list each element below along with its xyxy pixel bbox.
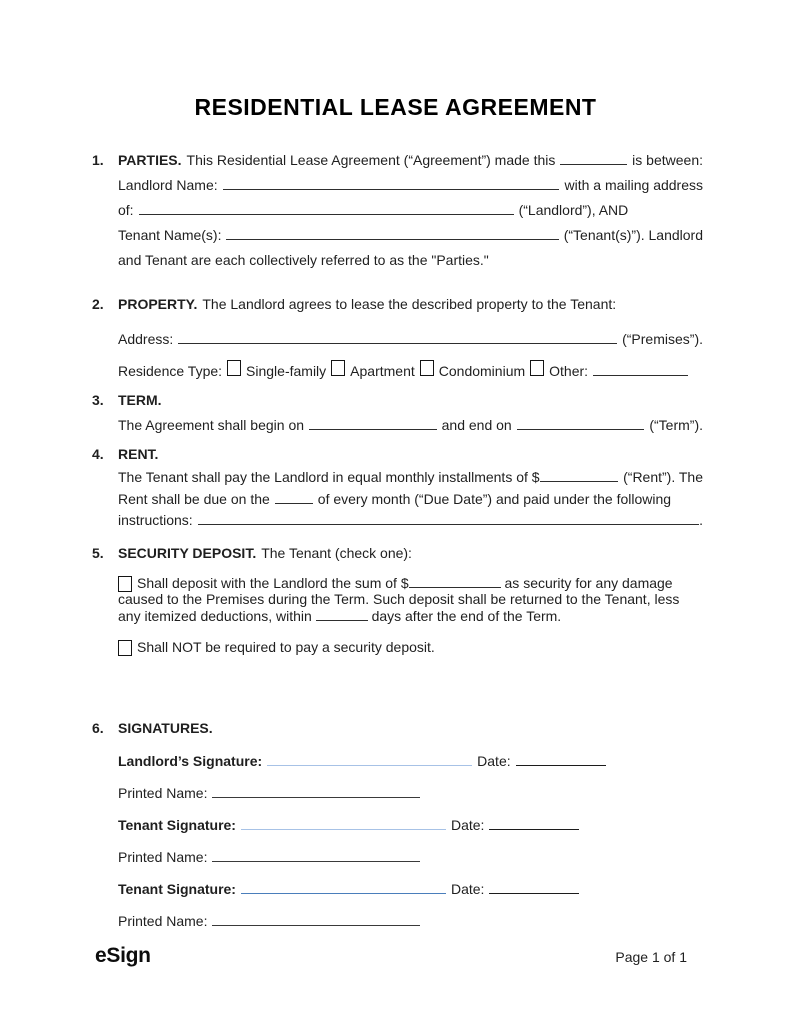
tenant2-signature-field[interactable] xyxy=(241,893,446,894)
section-rent xyxy=(92,442,703,532)
property-intro-line xyxy=(118,292,703,317)
section-security-deposit xyxy=(92,541,703,656)
landlord-printed-name-label: Printed Name: xyxy=(118,784,208,801)
landlord-signature-field[interactable] xyxy=(267,765,472,766)
section-number-term: 3. xyxy=(92,392,104,408)
parties-intro-text: This Residential Lease Agreement (“Agreement”) made this xyxy=(186,152,556,168)
rent-instructions-label: instructions: xyxy=(118,512,193,528)
section-heading-property: PROPERTY. xyxy=(118,296,198,312)
section-number-signatures: 6. xyxy=(92,719,104,736)
blank-due-day[interactable] xyxy=(275,490,313,504)
residence-option-other-label: Other: xyxy=(549,363,589,379)
section-heading-security-deposit: SECURITY DEPOSIT. xyxy=(118,544,257,561)
tenant2-date-label: Date: xyxy=(450,880,485,897)
blank-rent-amount[interactable] xyxy=(540,468,619,482)
rent-due-suffix: of every month (“Due Date”) and paid under the following xyxy=(317,490,672,507)
residence-option-condominium: Condominium xyxy=(438,363,526,379)
blank-return-days[interactable] xyxy=(316,608,368,621)
landlord-printed-name-field[interactable] xyxy=(212,797,420,798)
blank-other-residence-type[interactable] xyxy=(593,362,688,376)
residence-option-apartment: Apartment xyxy=(350,363,415,379)
blank-property-address[interactable] xyxy=(178,330,617,344)
checkbox-single-family[interactable] xyxy=(227,360,241,376)
rent-due-line xyxy=(118,489,703,511)
parties-closing-text: and Tenant are each collectively referred to as the "Parties." xyxy=(118,252,489,268)
blank-agreement-date[interactable] xyxy=(560,151,627,165)
tenant1-signature-label: Tenant Signature: xyxy=(118,816,236,833)
tenant-name-line xyxy=(118,223,703,248)
deposit-option-text-a: Shall deposit with the Landlord the sum of $ xyxy=(137,574,409,591)
landlord-printed-name-row xyxy=(118,783,703,803)
checkbox-apartment[interactable] xyxy=(331,360,345,376)
section-number-property: 2. xyxy=(92,296,104,312)
tenant-name-label: Tenant Name(s): xyxy=(118,227,222,243)
landlord-signature-row xyxy=(118,751,703,771)
residence-type-label: Residence Type: xyxy=(118,363,223,379)
tenant2-signature-row xyxy=(118,879,703,899)
tenant2-printed-name-field[interactable] xyxy=(212,925,420,926)
property-intro-text: The Landlord agrees to lease the described property to the Tenant: xyxy=(202,296,617,312)
deposit-option-text-b: as security for any damage caused to the Premises during the Term. Such deposit shall be returned to the Tenant, less any itemized deductions, within xyxy=(118,574,680,624)
page-number: Page 1 of 1 xyxy=(615,949,687,965)
checkbox-other[interactable] xyxy=(530,360,544,376)
esign-logo: eSign xyxy=(95,944,151,967)
tenant2-printed-name-row xyxy=(118,911,703,931)
property-address-label: Address: xyxy=(118,331,174,347)
deposit-option-not-required xyxy=(118,639,703,656)
tenant1-printed-name-row xyxy=(118,847,703,867)
landlord-signature-label: Landlord’s Signature: xyxy=(118,752,263,769)
property-address-line xyxy=(118,327,703,352)
rent-instructions-period: . xyxy=(699,512,703,528)
security-deposit-heading-line xyxy=(118,541,703,566)
mailing-address-label: of: xyxy=(118,202,134,218)
mailing-address-line xyxy=(118,198,703,223)
section-term xyxy=(92,388,703,438)
section-signatures xyxy=(92,716,703,931)
rent-instructions-line xyxy=(118,510,703,532)
section-parties xyxy=(92,148,703,273)
section-heading-term: TERM. xyxy=(118,392,162,408)
document-title: RESIDENTIAL LEASE AGREEMENT xyxy=(194,94,597,120)
blank-payment-instructions[interactable] xyxy=(198,511,699,525)
landlord-date-label: Date: xyxy=(477,752,511,769)
blank-tenant-names[interactable] xyxy=(226,226,558,240)
landlord-name-line xyxy=(118,173,703,198)
document-body xyxy=(92,148,703,931)
landlord-name-label: Landlord Name: xyxy=(118,177,218,193)
rent-due-text: Rent shall be due on the xyxy=(118,490,270,507)
parties-intro-tail: is between: xyxy=(632,152,703,168)
section-property xyxy=(92,292,703,384)
landlord-name-suffix: with a mailing address xyxy=(564,177,703,193)
tenant1-date-label: Date: xyxy=(450,816,485,833)
section-number-parties: 1. xyxy=(92,152,104,168)
parties-intro-line xyxy=(118,148,703,173)
section-number-rent: 4. xyxy=(92,446,104,462)
term-middle-text: and end on xyxy=(441,417,512,433)
property-address-suffix: (“Premises”). xyxy=(622,331,703,347)
tenant1-date-field[interactable] xyxy=(489,829,579,830)
security-deposit-intro: The Tenant (check one): xyxy=(261,544,412,561)
no-deposit-option-text: Shall NOT be required to pay a security deposit. xyxy=(137,639,435,655)
checkbox-no-deposit[interactable] xyxy=(118,640,132,656)
blank-term-start-date[interactable] xyxy=(309,416,437,430)
tenant1-printed-name-field[interactable] xyxy=(212,861,420,862)
section-heading-rent: RENT. xyxy=(118,446,159,462)
tenant2-signature-label: Tenant Signature: xyxy=(118,880,236,897)
rent-amount-line xyxy=(118,467,703,489)
term-begin-label: The Agreement shall begin on xyxy=(118,417,305,433)
section-heading-parties: PARTIES. xyxy=(118,152,182,168)
residence-type-line xyxy=(118,359,703,384)
parties-closing-line xyxy=(118,248,703,273)
rent-heading-line xyxy=(118,442,703,467)
section-heading-signatures: SIGNATURES. xyxy=(118,719,213,736)
tenant1-signature-row xyxy=(118,815,703,835)
tenant1-printed-name-label: Printed Name: xyxy=(118,848,208,865)
term-suffix: (“Term”). xyxy=(649,417,703,433)
rent-amount-text: The Tenant shall pay the Landlord in equal monthly installments of $ xyxy=(118,469,540,485)
tenant-name-suffix: (“Tenant(s)”). Landlord xyxy=(563,227,703,243)
section-number-security-deposit: 5. xyxy=(92,544,104,561)
term-dates-line xyxy=(118,413,703,438)
term-heading-line xyxy=(118,388,703,413)
signatures-heading-line xyxy=(118,716,703,741)
mailing-address-suffix: (“Landlord”), AND xyxy=(518,202,629,218)
deposit-option-text-c: days after the end of the Term. xyxy=(371,607,562,624)
checkbox-deposit-required[interactable] xyxy=(118,576,132,592)
tenant2-printed-name-label: Printed Name: xyxy=(118,912,208,929)
blank-term-end-date[interactable] xyxy=(517,416,645,430)
landlord-date-field[interactable] xyxy=(516,765,606,766)
residence-option-single-family: Single-family xyxy=(246,363,327,379)
page-footer xyxy=(95,944,687,968)
blank-landlord-name[interactable] xyxy=(223,176,560,190)
tenant1-signature-field[interactable] xyxy=(241,829,446,830)
deposit-option-required xyxy=(118,575,703,625)
rent-amount-suffix: (“Rent”). The xyxy=(623,469,703,485)
blank-mailing-address[interactable] xyxy=(139,201,514,215)
checkbox-condominium[interactable] xyxy=(420,360,434,376)
blank-deposit-amount[interactable] xyxy=(409,575,501,588)
tenant2-date-field[interactable] xyxy=(489,893,579,894)
